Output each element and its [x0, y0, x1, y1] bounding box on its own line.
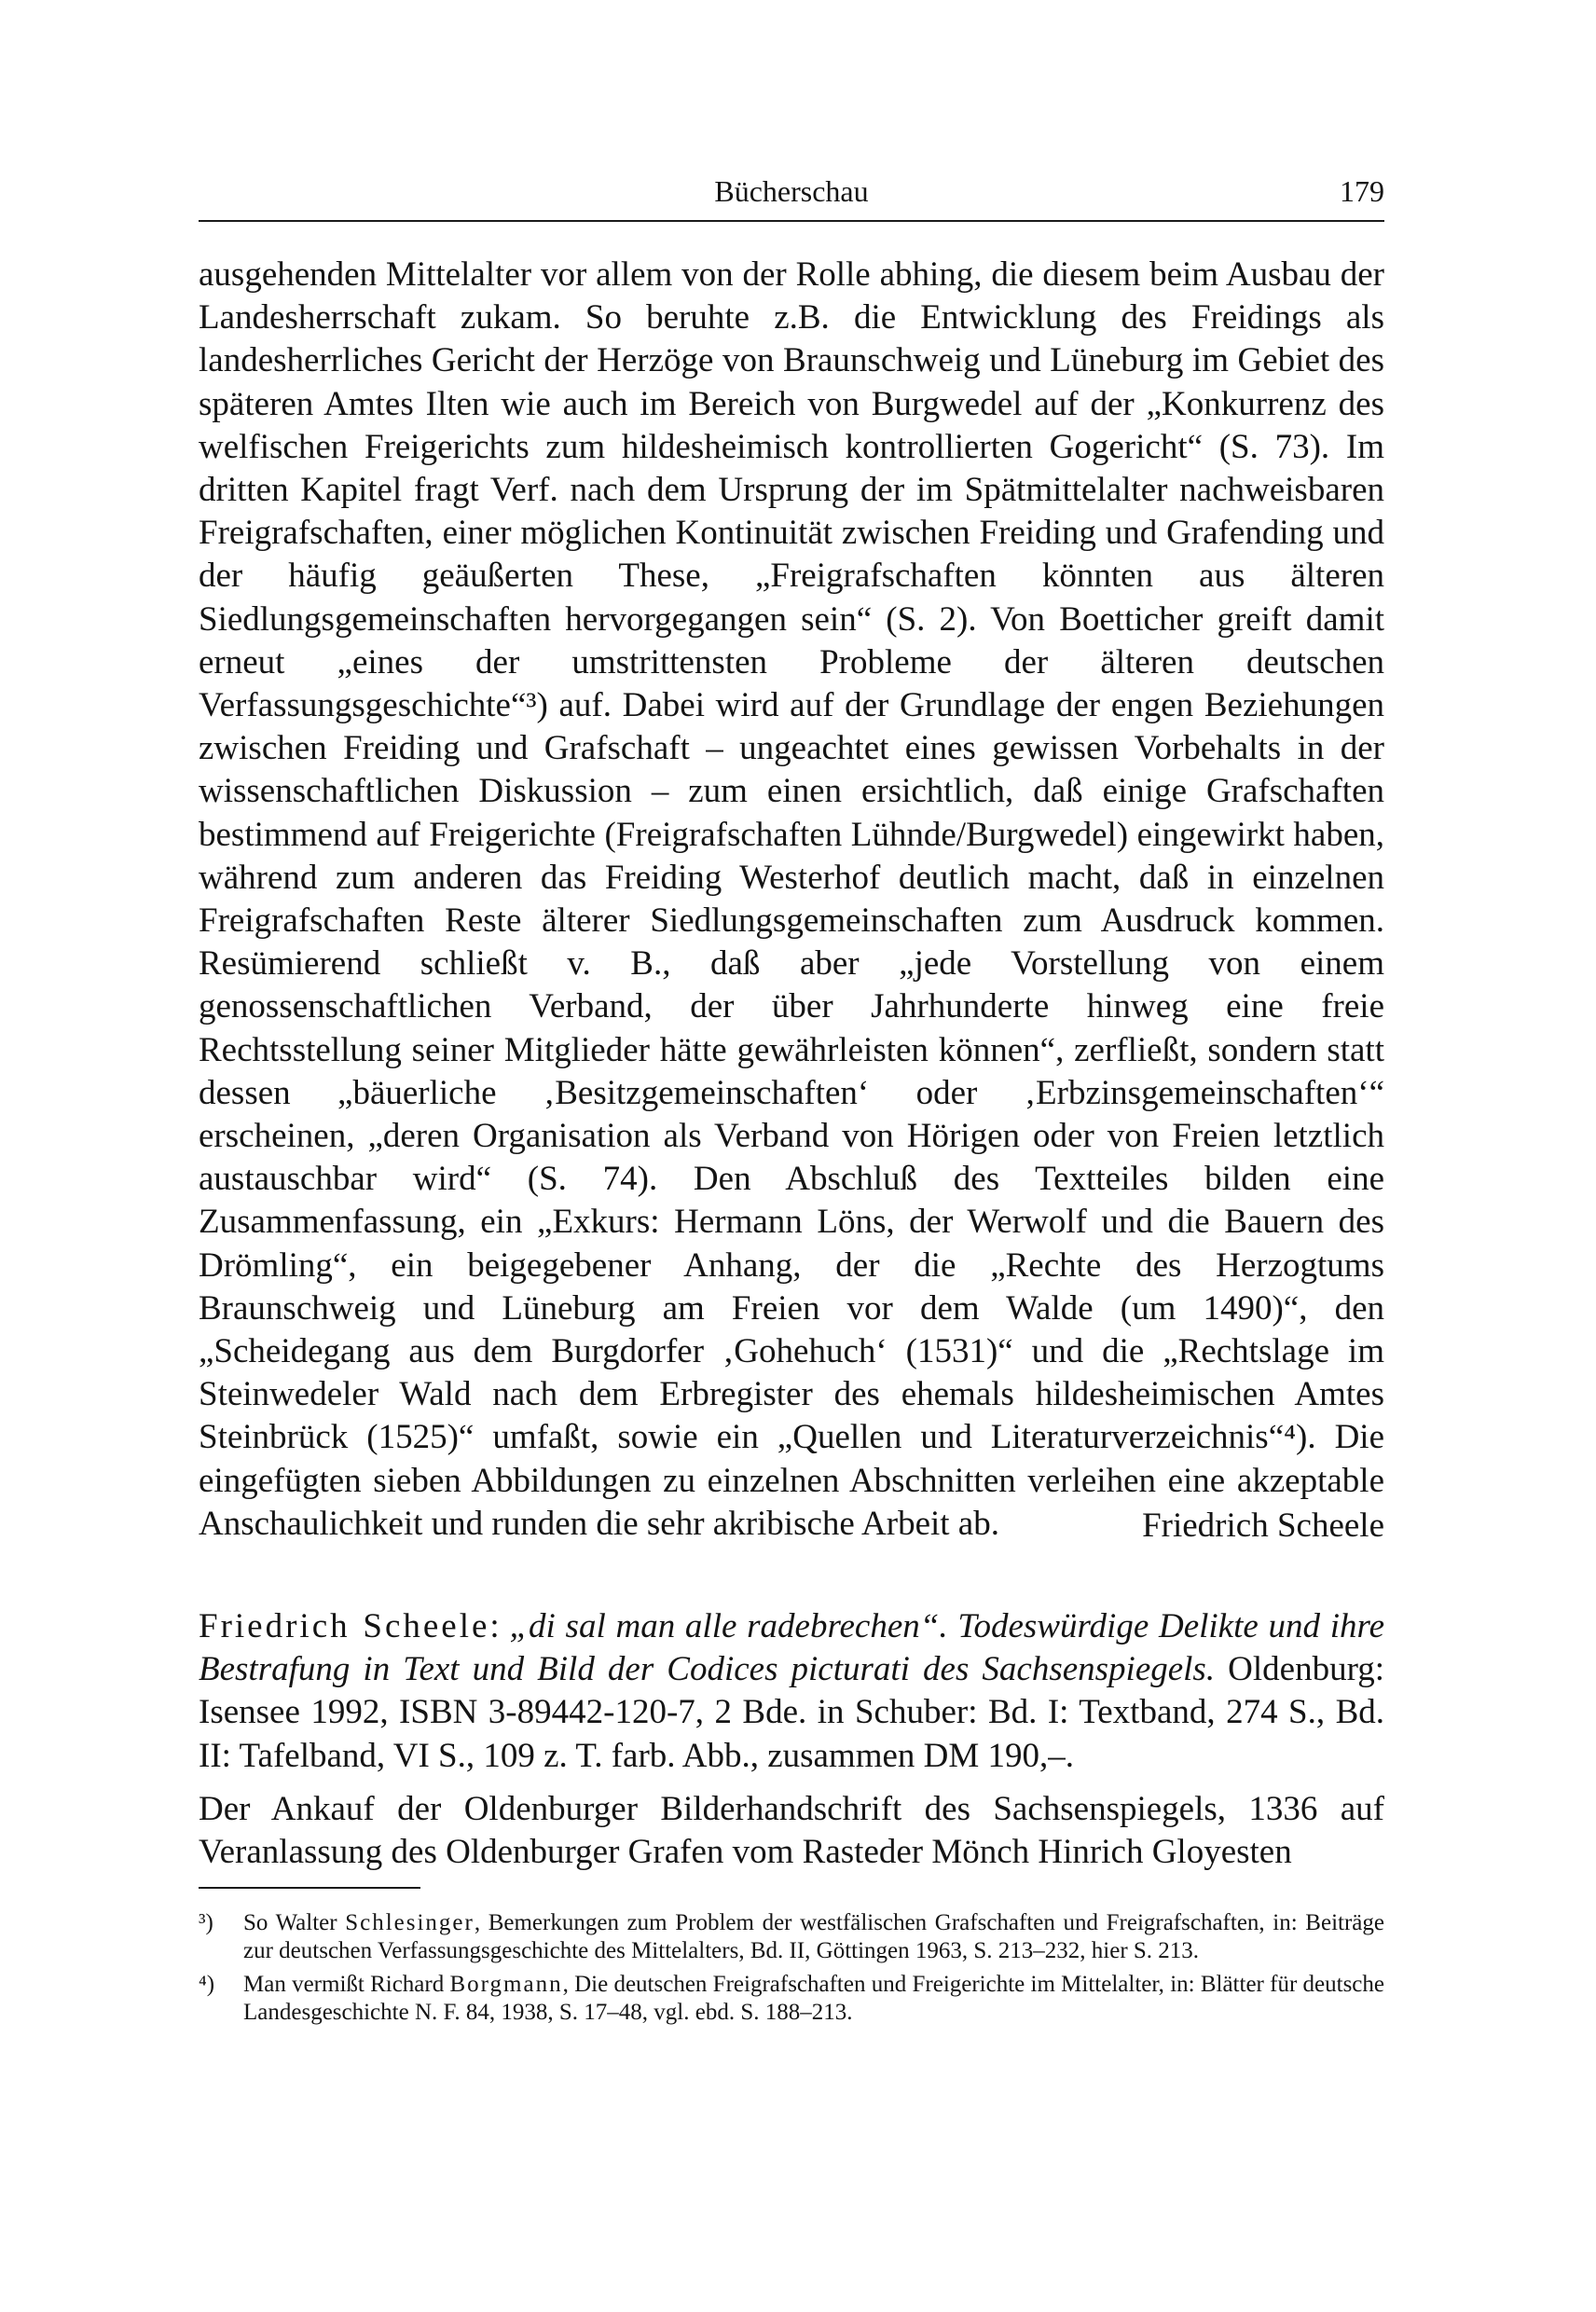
document-page: [199, 0, 1384, 2312]
footnote-body: [243, 1909, 1384, 1965]
review-title: „di sal man alle radebrechen“. Todeswürdige Delikte und ihre Bestrafung in Text und Bild der Codices picturati des Sachsenspiegels.: [199, 1607, 1385, 1689]
review-signature: Friedrich Scheele: [1142, 1507, 1384, 1545]
footnote-text: , Die deutschen Freigrafschaften und Freigerichte im Mittelalter, in: Blätter für deutsche Landesgeschichte N. F. 84, 1938, S. 17–48, vgl. ebd. S. 188–213.: [243, 1972, 1384, 2025]
body-paragraph: ausgehenden Mittelalter vor allem von der Rolle abhing, die diesem beim Ausbau der Landesherrschaft zukam. So beruhte z.B. die Entwicklung des Freidings als landesherrliches Gericht der Herzöge von Braunschweig und Lüneburg im Gebiet des späteren Amtes Ilten wie auch im Bereich von Burgwedel auf der „Konkurrenz des welfischen Freigerichts zum hildesheimisch kontrollierten Gogericht“ (S. 73). Im dritten Kapitel fragt Verf. nach dem Ursprung der im Spätmittelalter nachweisbaren Freigrafschaften, einer möglichen Kontinuität zwischen Freiding und Grafending und der häufig geäußerten These, „Freigrafschaften könnten aus älteren Siedlungsgemeinschaften hervorgegangen sein“ (S. 2). Von Boetticher greift damit erneut „eines der umstrittensten Probleme der älteren deutschen Verfassungsgeschichte“³) auf. Dabei wird auf der Grundlage der engen Beziehungen zwischen Freiding und Grafschaft – ungeachtet eines gewissen Vorbehalts in der wissenschaftlichen Diskussion – zum einen ersichtlich, daß einige Grafschaften bestimmend auf Freigerichte (Freigrafschaften Lühnde/Burgwedel) eingewirkt haben, während zum anderen das Freiding Westerhof deutlich macht, daß in einzelnen Freigrafschaften Reste älterer Siedlungsgemeinschaften zum Ausdruck kommen. Resümierend schließt v. B., daß aber „jede Vorstellung von einem genossenschaftlichen Verband, der über Jahrhunderte hinweg eine freie Rechtsstellung seiner Mitglieder hätte gewährleisten können“, zerfließt, sondern statt dessen „bäuerliche ‚Besitzgemeinschaften‘ oder ‚Erbzinsgemeinschaften‘“ erscheinen, „deren Organisation als Verband von Hörigen oder von Freien letztlich austauschbar wird“ (S. 74). Den Abschluß des Textteiles bilden eine Zusammenfassung, ein „Exkurs: Hermann Löns, der Werwolf und die Bauern des Drömling“, ein beigegebener Anhang, der die „Rechte des Herzogtums Braunschweig und Lüneburg am Freien vor dem Walde (um 1490)“, den „Scheidegang aus dem Burgdorfer ‚Gohehuch‘ (1531)“ und die „Rechtslage im Steinwedeler Wald nach dem Erbregister des ehemals hildesheimischen Amtes Steinbrück (1525)“ umfaßt, sowie ein „Quellen und Literaturverzeichnis“⁴). Die eingefügten sieben Abbildungen zu einzelnen Abschnitten verleihen eine akzeptable Anschaulichkeit und runden die sehr akribische Arbeit ab.: [199, 255, 1384, 1543]
footnotes: [199, 1909, 1384, 2032]
footnote-mark: ⁴): [199, 1972, 215, 1997]
footnote: [199, 1909, 1384, 1965]
review-publication-details: Oldenburg: Isensee 1992, ISBN 3-89442-120-7, 2 Bde. in Schuber: Bd. I: Textband, 274 S., Bd. II: Tafelband, VI S., 109 z. T. farb. Abb., zusammen DM 190,–.: [199, 1650, 1385, 1775]
review-citation: [199, 1605, 1384, 1778]
footnote-body: [243, 1971, 1384, 2027]
footnote-rule: [199, 1887, 420, 1889]
footnote-prefix: Man vermißt Richard: [243, 1972, 445, 1997]
header-rule: [199, 220, 1384, 222]
footnote: [199, 1971, 1384, 2027]
running-head: [199, 170, 1384, 213]
body-text: [199, 254, 1384, 1546]
footnote-author: Schlesinger: [345, 1910, 475, 1935]
review-author: Friedrich Scheele: [199, 1607, 490, 1645]
review-text-start: Der Ankauf der Oldenburger Bilderhandschrift des Sachsenspiegels, 1336 auf Veranlassung des Oldenburger Grafen vom Rasteder Mönch Hinrich Gloyesten: [199, 1790, 1384, 1872]
footnote-text: , Bemerkungen zum Problem der westfälischen Grafschaften und Freigrafschaften, in: Beiträge zur deutschen Verfassungsgeschichte des Mittelalters, Bd. II, Göttingen 1963, S. 213–232, hier S. 213.: [243, 1910, 1384, 1963]
page-number: 179: [1340, 174, 1384, 208]
footnote-mark: ³): [199, 1910, 213, 1935]
footnote-author: Borgmann: [449, 1972, 563, 1997]
running-title: Bücherschau: [714, 174, 869, 208]
footnote-prefix: So Walter: [243, 1910, 337, 1935]
review-colon: :: [489, 1607, 500, 1645]
